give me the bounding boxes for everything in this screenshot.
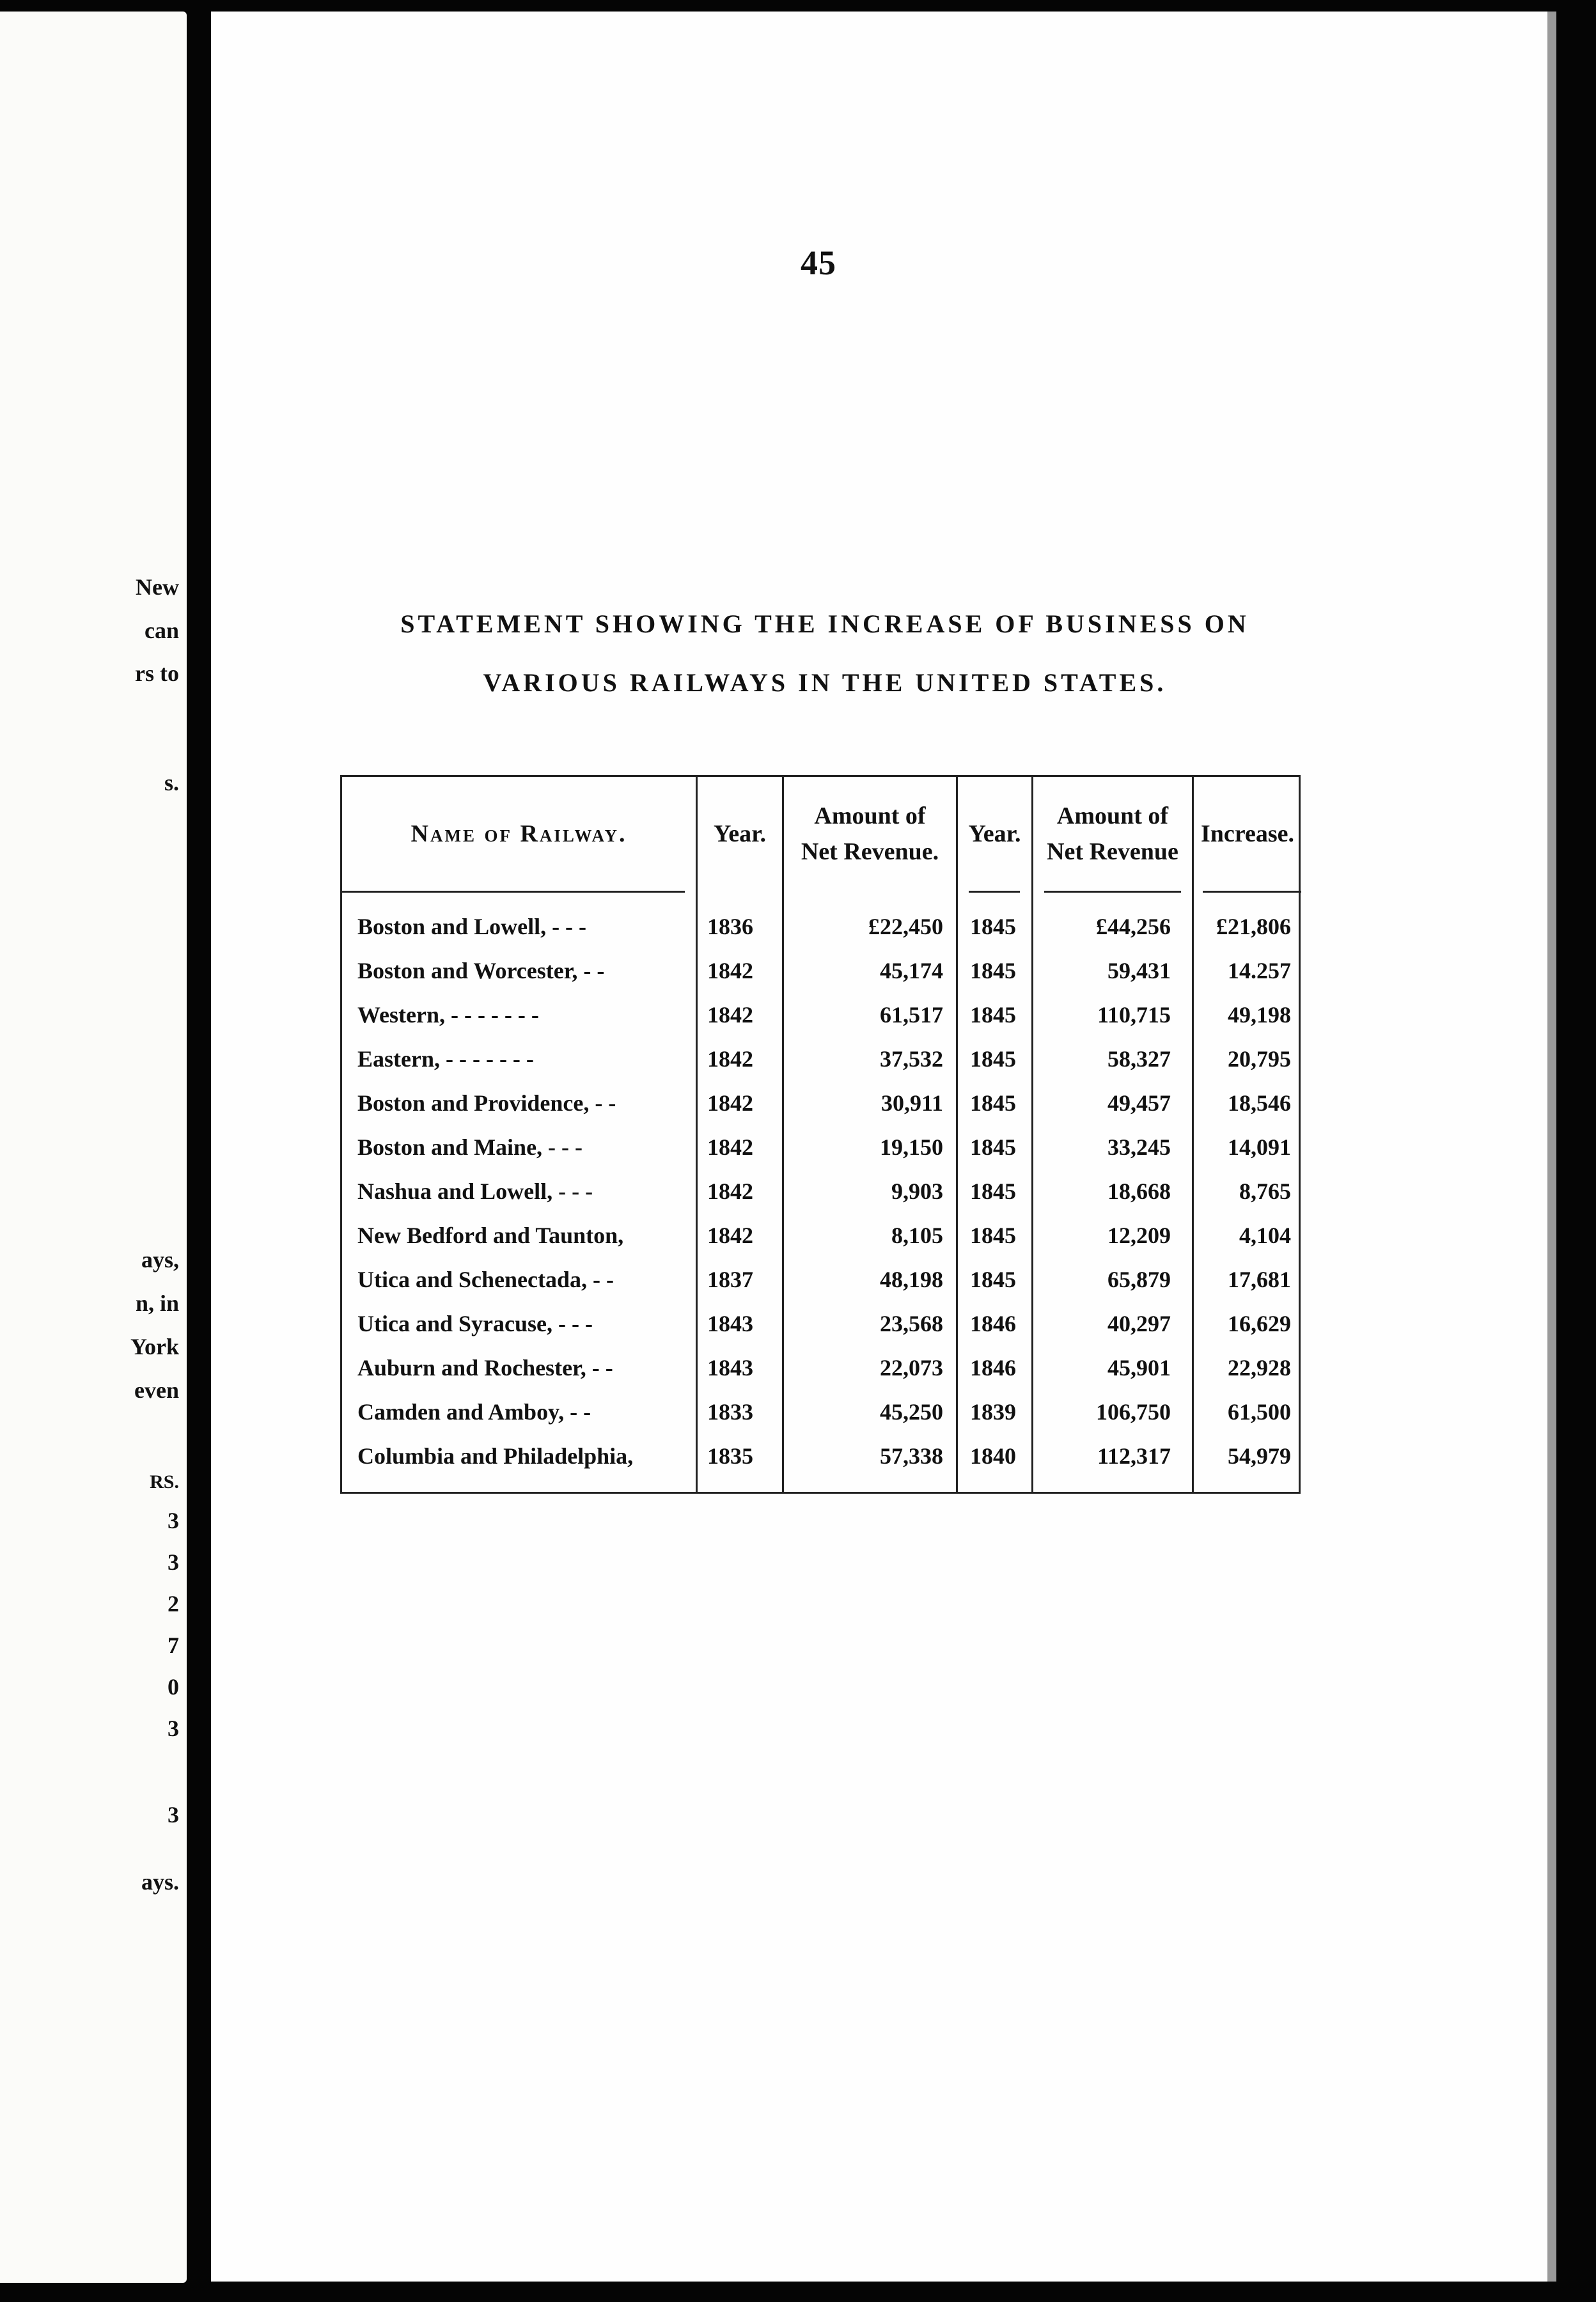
year-1: 1842: [707, 1134, 753, 1160]
year-2: 1845: [970, 1134, 1016, 1160]
amount-1: 45,250: [880, 1399, 943, 1425]
amount-2: 110,715: [1097, 1002, 1171, 1028]
left-text-fragment: 3: [168, 1716, 179, 1741]
amount-1: 30,911: [880, 1090, 943, 1116]
amount-1: 37,532: [880, 1046, 943, 1072]
year-2: 1845: [970, 1046, 1016, 1072]
amount-1: 48,198: [880, 1267, 943, 1292]
railway-name: Nashua and Lowell, - - -: [357, 1178, 593, 1204]
header-rule: [342, 891, 685, 893]
header-amount-1-line-1: Amount of: [814, 803, 926, 829]
increase: 49,198: [1228, 1002, 1291, 1028]
amount-1: 22,073: [880, 1355, 943, 1381]
left-text-fragment: York: [130, 1334, 179, 1359]
year-2: 1845: [970, 958, 1016, 983]
left-text-fragment: 0: [168, 1674, 179, 1700]
year-1: 1842: [707, 1178, 753, 1204]
amount-2: 33,245: [1107, 1134, 1171, 1160]
table-row: [342, 905, 1303, 949]
amount-2: 12,209: [1107, 1223, 1171, 1248]
amount-2: 65,879: [1107, 1267, 1171, 1292]
amount-2: 106,750: [1096, 1399, 1171, 1425]
year-1: 1836: [707, 914, 753, 939]
left-text-fragment: ays,: [141, 1247, 179, 1272]
amount-2: 58,327: [1107, 1046, 1171, 1072]
table-row: [342, 1390, 1303, 1434]
header-increase: Increase.: [1201, 820, 1294, 847]
increase: 4,104: [1239, 1223, 1291, 1248]
increase: 20,795: [1228, 1046, 1291, 1072]
header-rule: [1044, 891, 1181, 893]
increase: 22,928: [1228, 1355, 1291, 1381]
year-2: 1840: [970, 1443, 1016, 1469]
table-title-line-2: VARIOUS RAILWAYS IN THE UNITED STATES.: [483, 668, 1167, 697]
year-2: 1845: [970, 1090, 1016, 1116]
railway-name: Auburn and Rochester, - -: [357, 1355, 613, 1381]
amount-1: £22,450: [868, 914, 943, 939]
amount-1: 19,150: [880, 1134, 943, 1160]
header-amount-2-line-2: Net Revenue: [1047, 838, 1178, 865]
amount-2: 59,431: [1107, 958, 1171, 983]
year-1: 1842: [707, 1223, 753, 1248]
year-2: 1845: [970, 1178, 1016, 1204]
railway-name: Western, - - - - - - -: [357, 1002, 539, 1028]
left-text-fragment: 7: [168, 1633, 179, 1658]
left-text-fragment: New: [136, 574, 179, 600]
increase: 14,091: [1228, 1134, 1291, 1160]
year-1: 1842: [707, 1046, 753, 1072]
table-row: [342, 949, 1303, 993]
table-title-line-1: STATEMENT SHOWING THE INCREASE OF BUSINESS ON: [400, 609, 1249, 638]
amount-2: 40,297: [1107, 1311, 1171, 1336]
table-row: [342, 1037, 1303, 1081]
table-row: [342, 1081, 1303, 1125]
table-row: [342, 1346, 1303, 1390]
left-text-fragment: 3: [168, 1508, 179, 1533]
left-text-fragment: RS.: [150, 1471, 179, 1492]
year-1: 1837: [707, 1267, 753, 1292]
amount-1: 9,903: [891, 1178, 943, 1204]
header-railway-name: Name of Railway.: [411, 820, 627, 847]
left-text-fragment: can: [145, 618, 179, 643]
railway-name: Boston and Worcester, - -: [357, 958, 605, 983]
revenue-table: [340, 775, 1301, 1494]
left-text-fragment: ays.: [141, 1869, 179, 1895]
amount-2: 49,457: [1107, 1090, 1171, 1116]
year-2: 1845: [970, 914, 1016, 939]
amount-2: £44,256: [1096, 914, 1171, 939]
left-text-fragment: 3: [168, 1549, 179, 1575]
amount-1: 45,174: [880, 958, 943, 983]
railway-name: Boston and Maine, - - -: [357, 1134, 583, 1160]
railway-name: Boston and Lowell, - - -: [357, 914, 587, 939]
year-1: 1835: [707, 1443, 753, 1469]
increase: 18,546: [1228, 1090, 1291, 1116]
increase: 14.257: [1228, 958, 1291, 983]
table-row: [342, 1302, 1303, 1346]
header-year-2: Year.: [968, 820, 1021, 847]
railway-name: Utica and Syracuse, - - -: [357, 1311, 593, 1336]
year-2: 1846: [970, 1311, 1016, 1336]
table-row: [342, 1258, 1303, 1302]
header-rule: [1203, 891, 1301, 893]
table-row: [342, 1214, 1303, 1258]
page-edge: [1547, 12, 1556, 2282]
railway-name: New Bedford and Taunton,: [357, 1223, 624, 1248]
year-2: 1845: [970, 1223, 1016, 1248]
railway-name: Utica and Schenectada, - -: [357, 1267, 614, 1292]
year-1: 1842: [707, 1002, 753, 1028]
amount-2: 45,901: [1107, 1355, 1171, 1381]
left-text-fragment: n, in: [135, 1290, 179, 1316]
table-row: [342, 1434, 1303, 1478]
increase: 17,681: [1228, 1267, 1291, 1292]
year-2: 1845: [970, 1002, 1016, 1028]
table-row: [342, 993, 1303, 1037]
left-text-fragment: even: [134, 1377, 179, 1403]
header-year-1: Year.: [714, 820, 766, 847]
railway-name: Eastern, - - - - - - -: [357, 1046, 534, 1072]
page-number: 45: [801, 244, 836, 282]
amount-2: 112,317: [1097, 1443, 1171, 1469]
header-amount-1: [784, 777, 956, 891]
left-facing-page: [0, 12, 187, 2283]
year-2: 1839: [970, 1399, 1016, 1425]
left-text-fragment: rs to: [135, 661, 179, 686]
increase: 61,500: [1228, 1399, 1291, 1425]
amount-1: 8,105: [891, 1223, 943, 1248]
year-1: 1833: [707, 1399, 753, 1425]
increase: 8,765: [1239, 1178, 1291, 1204]
railway-name: Columbia and Philadelphia,: [357, 1443, 634, 1469]
table-row: [342, 1125, 1303, 1170]
year-2: 1845: [970, 1267, 1016, 1292]
year-1: 1843: [707, 1311, 753, 1336]
header-amount-2: [1033, 777, 1192, 891]
increase: 54,979: [1228, 1443, 1291, 1469]
header-rule: [969, 891, 1020, 893]
increase: 16,629: [1228, 1311, 1291, 1336]
amount-2: 18,668: [1107, 1178, 1171, 1204]
left-text-fragment: 3: [168, 1802, 179, 1828]
amount-1: 61,517: [880, 1002, 943, 1028]
header-amount-1-line-2: Net Revenue.: [801, 838, 939, 865]
railway-name: Boston and Providence, - -: [357, 1090, 616, 1116]
left-text-fragment: 2: [168, 1591, 179, 1617]
amount-1: 57,338: [880, 1443, 943, 1469]
header-amount-2-line-1: Amount of: [1056, 803, 1169, 829]
left-text-fragment: s.: [164, 770, 179, 795]
increase: £21,806: [1216, 914, 1291, 939]
year-1: 1842: [707, 1090, 753, 1116]
amount-1: 23,568: [880, 1311, 943, 1336]
table-row: [342, 1170, 1303, 1214]
year-1: 1843: [707, 1355, 753, 1381]
year-2: 1846: [970, 1355, 1016, 1381]
year-1: 1842: [707, 958, 753, 983]
railway-name: Camden and Amboy, - -: [357, 1399, 591, 1425]
